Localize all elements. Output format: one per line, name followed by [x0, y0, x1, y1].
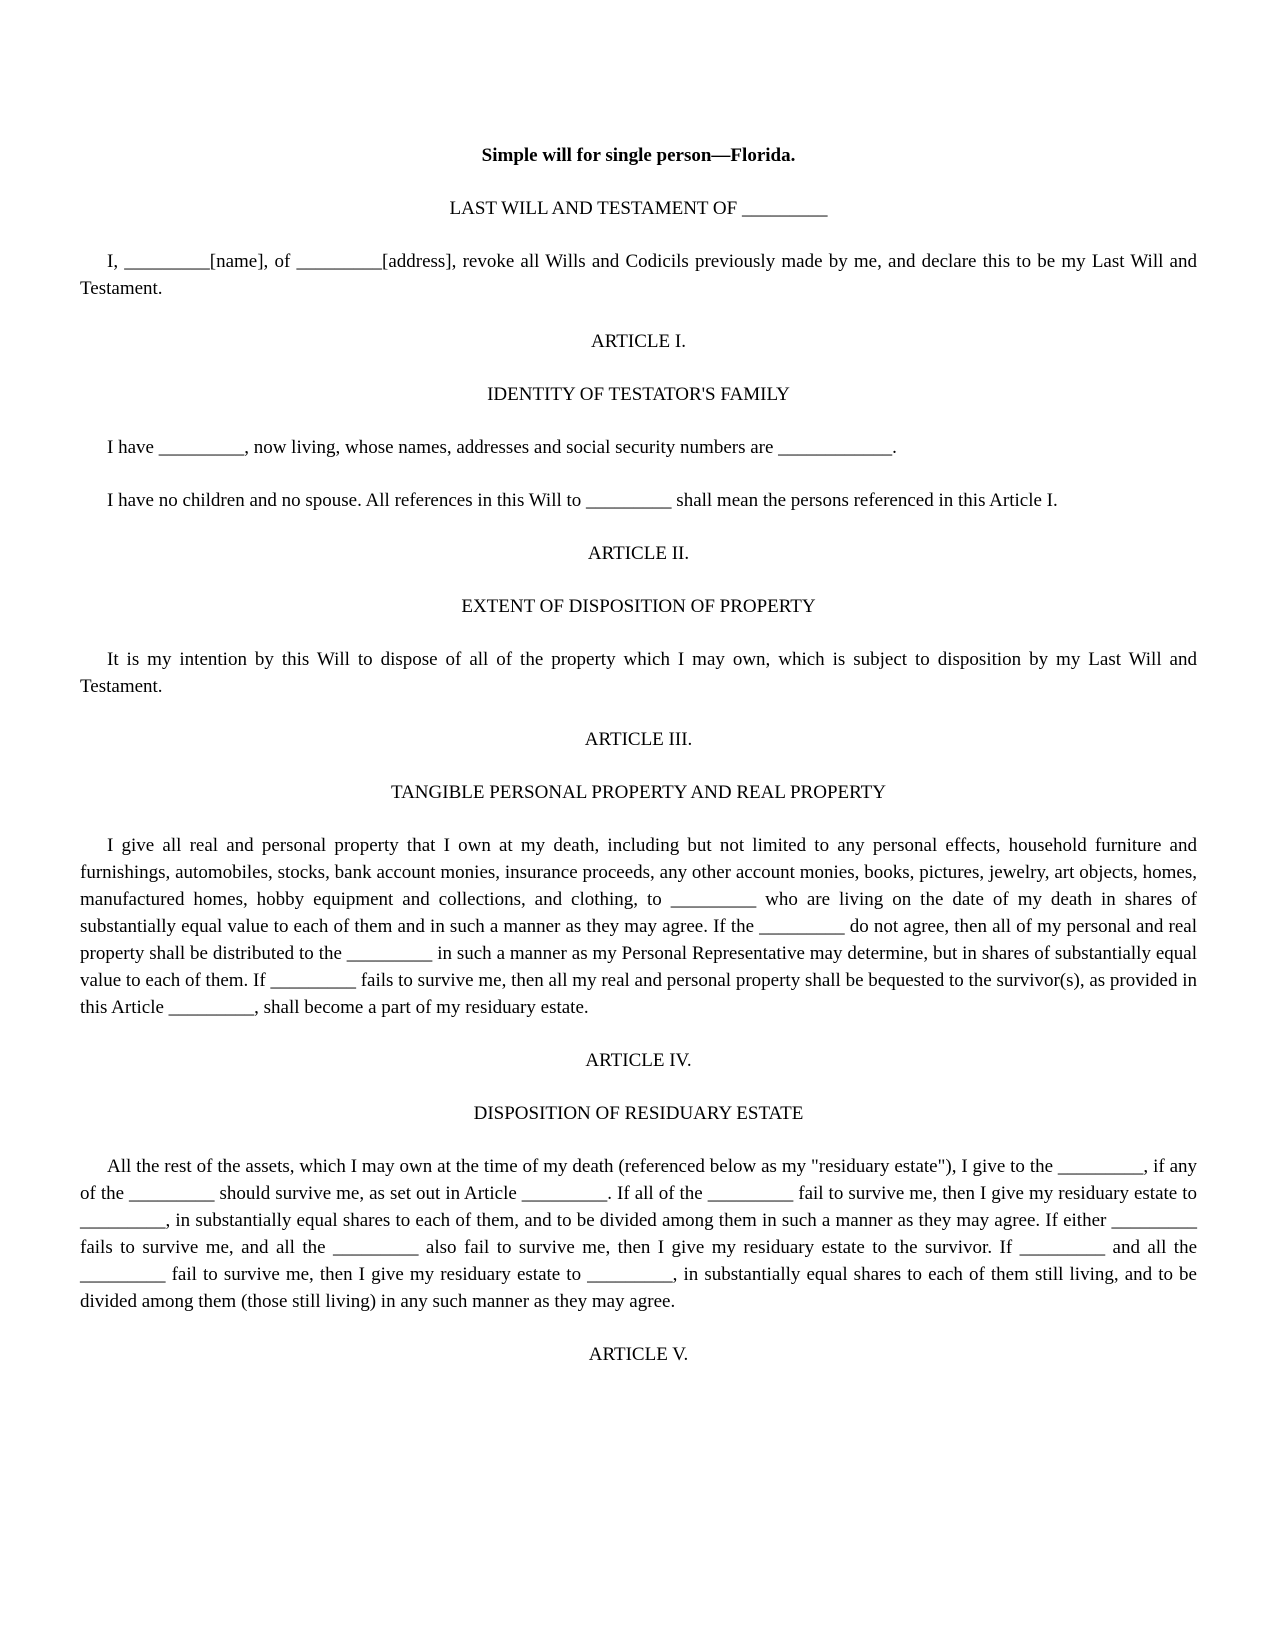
article-2-heading: ARTICLE II. — [587, 543, 690, 564]
article-2-subtitle: EXTENT OF DISPOSITION OF PROPERTY — [461, 596, 816, 617]
article-1-subtitle: IDENTITY OF TESTATOR'S FAMILY — [487, 384, 790, 405]
article-1-heading: ARTICLE I. — [591, 331, 686, 352]
article-2-paragraph-intention: It is my intention by this Will to dispose of all of the property which I may own, which is subject to disposition by my Last Will and Testament. — [80, 649, 1197, 697]
article-5-heading: ARTICLE V. — [588, 1344, 689, 1365]
article-4-paragraph-residuary: All the rest of the assets, which I may own at the time of my death (referenced below as my "residuary estate"), I give to the _________, if any of the _________ should survive me, as set out in Article _________. If all of the _________ fail to survive me, then I give my residuary estate to _________, in substantially equal shares to each of them, and to be divided among them in such a manner as they may agree. If either _________ fails to survive me, and all the _________ also fail to survive me, then I give my residuary estate to the survivor. If _________ and all the _________ fail to survive me, then I give my residuary estate to _________, in substantially equal shares to each of them still living, and to be divided among them (those still living) in any such manner as they may agree. — [80, 1156, 1197, 1312]
intro-paragraph: I, _________[name], of _________[address], revoke all Wills and Codicils previously made by me, and declare this to be my Last Will and Testament. — [80, 251, 1197, 299]
last-will-main-heading: LAST WILL AND TESTAMENT OF _________ — [449, 198, 828, 219]
article-3-paragraph-property: I give all real and personal property that I own at my death, including but not limited to any personal effects, household furniture and furnishings, automobiles, stocks, bank account monies, insurance proceeds, any other account monies, books, pictures, jewelry, art objects, homes, manufactured homes, hobby equipment and collections, and clothing, to _________ who are living on the date of my death in shares of substantially equal value to each of them and in such a manner as they may agree. If the _________ do not agree, then all of my personal and real property shall be distributed to the _________ in such a manner as my Personal Representative may determine, but in shares of substantially equal value to each of them. If _________ fails to survive me, then all my real and personal property shall be bequested to the survivor(s), as provided in this Article _________, shall become a part of my residuary estate. — [80, 835, 1198, 1018]
article-1-paragraph-family: I have _________, now living, whose names, addresses and social security numbers are ____________. — [107, 437, 897, 458]
document-title: Simple will for single person—Florida. — [481, 145, 796, 166]
article-3-subtitle: TANGIBLE PERSONAL PROPERTY AND REAL PROPERTY — [391, 782, 886, 803]
article-4-subtitle: DISPOSITION OF RESIDUARY ESTATE — [473, 1103, 804, 1124]
article-1-paragraph-no-children: I have no children and no spouse. All references in this Will to _________ shall mean the persons referenced in this Article I. — [107, 490, 1058, 511]
article-4-heading: ARTICLE IV. — [585, 1050, 692, 1071]
article-3-heading: ARTICLE III. — [584, 729, 693, 750]
